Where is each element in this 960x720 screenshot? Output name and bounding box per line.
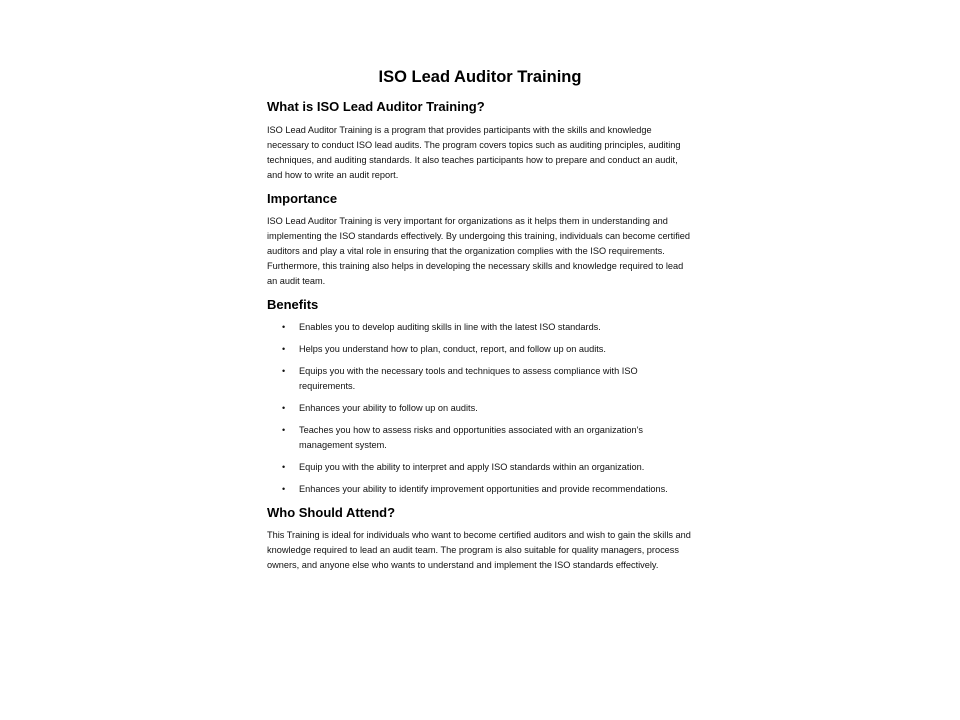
benefit-item [267, 401, 693, 416]
bullet-icon: • [282, 462, 286, 472]
benefit-item [267, 460, 693, 475]
bullet-icon: • [282, 344, 286, 354]
benefit-text: Teaches you how to assess risks and opportunities associated with an organization's management system. [299, 425, 643, 450]
benefit-text: Enables you to develop auditing skills in line with the latest ISO standards. [299, 322, 601, 332]
benefit-text: Enhances your ability to identify improvement opportunities and provide recommendations. [299, 484, 668, 494]
benefit-text: Helps you understand how to plan, conduct, report, and follow up on audits. [299, 344, 606, 354]
bullet-icon: • [282, 484, 286, 494]
benefit-item [267, 342, 693, 357]
section-heading-what-is: What is ISO Lead Auditor Training? [267, 99, 485, 114]
section-heading-importance: Importance [267, 191, 338, 206]
benefit-item [267, 482, 693, 497]
bullet-icon: • [282, 322, 286, 332]
benefit-text: Equips you with the necessary tools and techniques to assess compliance with ISO requirements. [299, 366, 638, 391]
bullet-icon: • [282, 403, 286, 413]
benefits-list [267, 320, 693, 497]
section-body-importance: ISO Lead Auditor Training is very important for organizations as it helps them in understanding and implementing the ISO standards effectively. By undergoing this training, individuals can become certified auditors and play a vital role in ensuring that the organization complies with the ISO requirements. Furthermore, this training also helps in developing the necessary skills and knowledge required to lead an audit team. [267, 216, 691, 286]
section-body-who-should-attend: This Training is ideal for individuals who want to become certified auditors and wish to gain the skills and knowledge required to lead an audit team. The program is also suitable for quality managers, process owners, and anyone else who wants to understand and implement the ISO standards effectively. [267, 530, 691, 570]
benefit-item [267, 423, 693, 453]
benefit-text: Enhances your ability to follow up on audits. [299, 403, 478, 413]
section-heading-who-should-attend: Who Should Attend? [267, 505, 396, 520]
section-heading-benefits: Benefits [267, 297, 319, 312]
benefit-item [267, 320, 693, 335]
benefit-item [267, 364, 693, 394]
document-page [267, 66, 693, 573]
bullet-icon: • [282, 425, 286, 435]
benefit-text: Equip you with the ability to interpret and apply ISO standards within an organization. [299, 462, 645, 472]
document-title: ISO Lead Auditor Training [378, 68, 582, 86]
bullet-icon: • [282, 366, 286, 376]
section-body-what-is: ISO Lead Auditor Training is a program that provides participants with the skills and knowledge necessary to conduct ISO lead audits. The program covers topics such as auditing principles, auditing techniques, and auditing standards. It also teaches participants how to prepare and conduct an audit, and how to write an audit report. [267, 125, 681, 180]
